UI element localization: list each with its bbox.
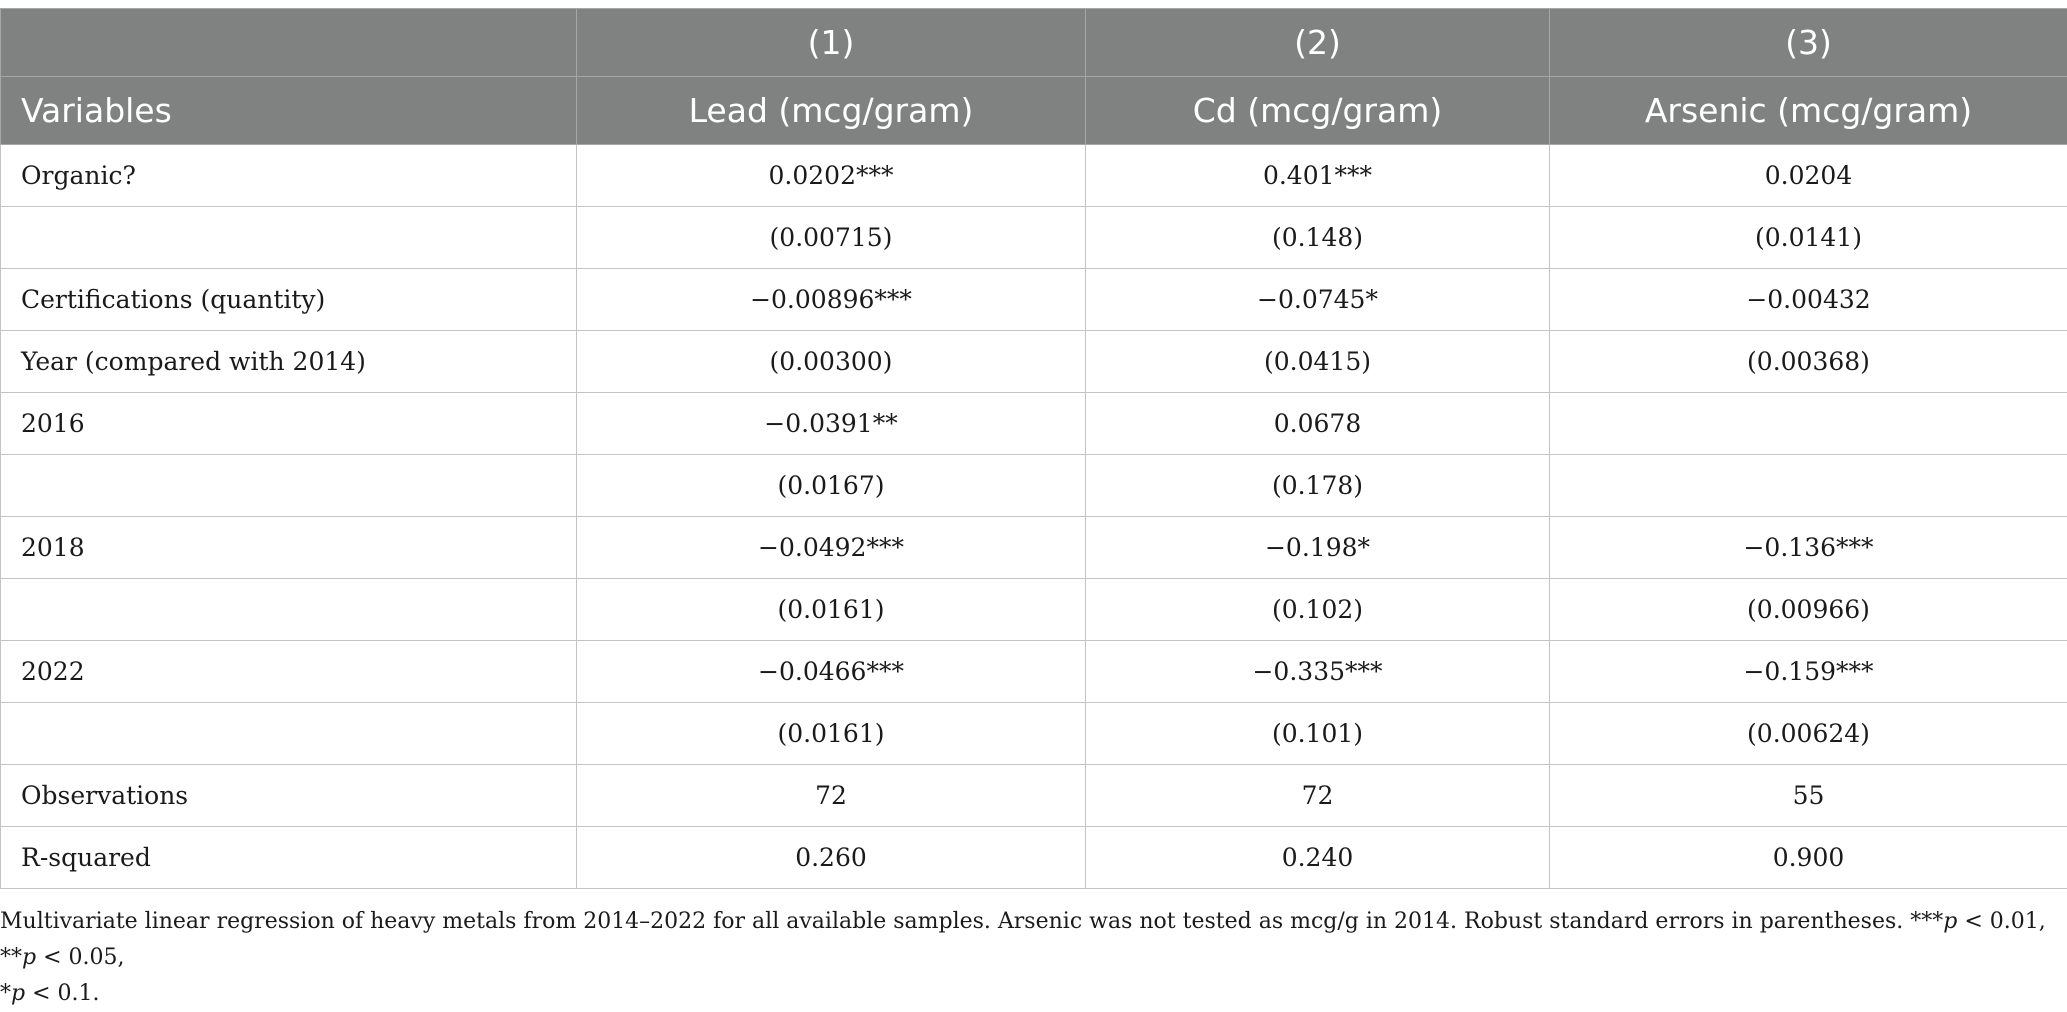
lead-value-cell: (0.00715) bbox=[577, 207, 1086, 269]
footnote-sig2-stars: ** bbox=[0, 945, 22, 970]
footnote-sig3-stars: * bbox=[0, 981, 11, 1006]
lead-value-cell: −0.0492*** bbox=[577, 517, 1086, 579]
header-cell-lead: Lead (mcg/gram) bbox=[577, 77, 1086, 145]
footnote-sig2-threshold: < 0.05, bbox=[36, 945, 124, 970]
table-body bbox=[1, 145, 2067, 889]
table-row bbox=[1, 703, 2067, 765]
footnote-sig1-stars: *** bbox=[1910, 909, 1943, 934]
header-cell-model-2: (2) bbox=[1086, 9, 1550, 77]
cd-value-cell: (0.178) bbox=[1086, 455, 1550, 517]
cd-value-cell: (0.102) bbox=[1086, 579, 1550, 641]
header-cell-variables: Variables bbox=[1, 77, 577, 145]
table-footnote bbox=[0, 904, 2067, 1012]
regression-table-container bbox=[0, 8, 2067, 889]
header-row-model-numbers bbox=[1, 9, 2067, 77]
arsenic-value-cell: 55 bbox=[1550, 765, 2067, 827]
table-row bbox=[1, 393, 2067, 455]
cd-value-cell: −0.0745* bbox=[1086, 269, 1550, 331]
variable-cell: Certifications (quantity) bbox=[1, 269, 577, 331]
table-row bbox=[1, 517, 2067, 579]
arsenic-value-cell: 0.0204 bbox=[1550, 145, 2067, 207]
header-cell-blank bbox=[1, 9, 577, 77]
variable-cell: Year (compared with 2014) bbox=[1, 331, 577, 393]
cd-value-cell: 72 bbox=[1086, 765, 1550, 827]
lead-value-cell: 0.260 bbox=[577, 827, 1086, 889]
variable-cell: Observations bbox=[1, 765, 577, 827]
cd-value-cell: (0.101) bbox=[1086, 703, 1550, 765]
arsenic-value-cell: 0.900 bbox=[1550, 827, 2067, 889]
lead-value-cell: (0.00300) bbox=[577, 331, 1086, 393]
footnote-sig1-threshold: < 0.01, bbox=[1957, 909, 2045, 934]
arsenic-value-cell: −0.136*** bbox=[1550, 517, 2067, 579]
variable-cell bbox=[1, 703, 577, 765]
table-row bbox=[1, 145, 2067, 207]
variable-cell: 2022 bbox=[1, 641, 577, 703]
arsenic-value-cell: −0.00432 bbox=[1550, 269, 2067, 331]
table-row bbox=[1, 455, 2067, 517]
lead-value-cell: (0.0167) bbox=[577, 455, 1086, 517]
header-cell-model-3: (3) bbox=[1550, 9, 2067, 77]
table-row bbox=[1, 207, 2067, 269]
lead-value-cell: −0.00896*** bbox=[577, 269, 1086, 331]
variable-cell: Organic? bbox=[1, 145, 577, 207]
arsenic-value-cell bbox=[1550, 393, 2067, 455]
cd-value-cell: 0.401*** bbox=[1086, 145, 1550, 207]
footnote-p-symbol: p bbox=[1943, 909, 1957, 934]
cd-value-cell: −0.335*** bbox=[1086, 641, 1550, 703]
arsenic-value-cell: (0.00624) bbox=[1550, 703, 2067, 765]
table-row bbox=[1, 641, 2067, 703]
header-cell-cd: Cd (mcg/gram) bbox=[1086, 77, 1550, 145]
footnote-p-symbol: p bbox=[11, 981, 25, 1006]
lead-value-cell: (0.0161) bbox=[577, 579, 1086, 641]
variable-cell bbox=[1, 207, 577, 269]
lead-value-cell: 72 bbox=[577, 765, 1086, 827]
lead-value-cell: −0.0466*** bbox=[577, 641, 1086, 703]
lead-value-cell: −0.0391** bbox=[577, 393, 1086, 455]
arsenic-value-cell: (0.00966) bbox=[1550, 579, 2067, 641]
variable-cell: R-squared bbox=[1, 827, 577, 889]
footnote-p-symbol: p bbox=[22, 945, 36, 970]
cd-value-cell: (0.0415) bbox=[1086, 331, 1550, 393]
table-row bbox=[1, 827, 2067, 889]
variable-cell bbox=[1, 579, 577, 641]
variable-cell: 2018 bbox=[1, 517, 577, 579]
regression-table bbox=[0, 8, 2067, 889]
header-row-variables bbox=[1, 77, 2067, 145]
header-cell-arsenic: Arsenic (mcg/gram) bbox=[1550, 77, 2067, 145]
lead-value-cell: (0.0161) bbox=[577, 703, 1086, 765]
header-cell-model-1: (1) bbox=[577, 9, 1086, 77]
arsenic-value-cell: (0.0141) bbox=[1550, 207, 2067, 269]
variable-cell: 2016 bbox=[1, 393, 577, 455]
arsenic-value-cell bbox=[1550, 455, 2067, 517]
variable-cell bbox=[1, 455, 577, 517]
arsenic-value-cell: −0.159*** bbox=[1550, 641, 2067, 703]
footnote-text: Multivariate linear regression of heavy metals from 2014–2022 for all available samples. Arsenic was not tested as mcg/g in 2014. Robust standard errors in parentheses. bbox=[0, 909, 1903, 934]
cd-value-cell: 0.0678 bbox=[1086, 393, 1550, 455]
cd-value-cell: −0.198* bbox=[1086, 517, 1550, 579]
cd-value-cell: 0.240 bbox=[1086, 827, 1550, 889]
table-header bbox=[1, 9, 2067, 145]
footnote-sig3-threshold: < 0.1. bbox=[25, 981, 99, 1006]
table-row bbox=[1, 579, 2067, 641]
table-row bbox=[1, 269, 2067, 331]
table-row bbox=[1, 765, 2067, 827]
cd-value-cell: (0.148) bbox=[1086, 207, 1550, 269]
table-row bbox=[1, 331, 2067, 393]
lead-value-cell: 0.0202*** bbox=[577, 145, 1086, 207]
arsenic-value-cell: (0.00368) bbox=[1550, 331, 2067, 393]
